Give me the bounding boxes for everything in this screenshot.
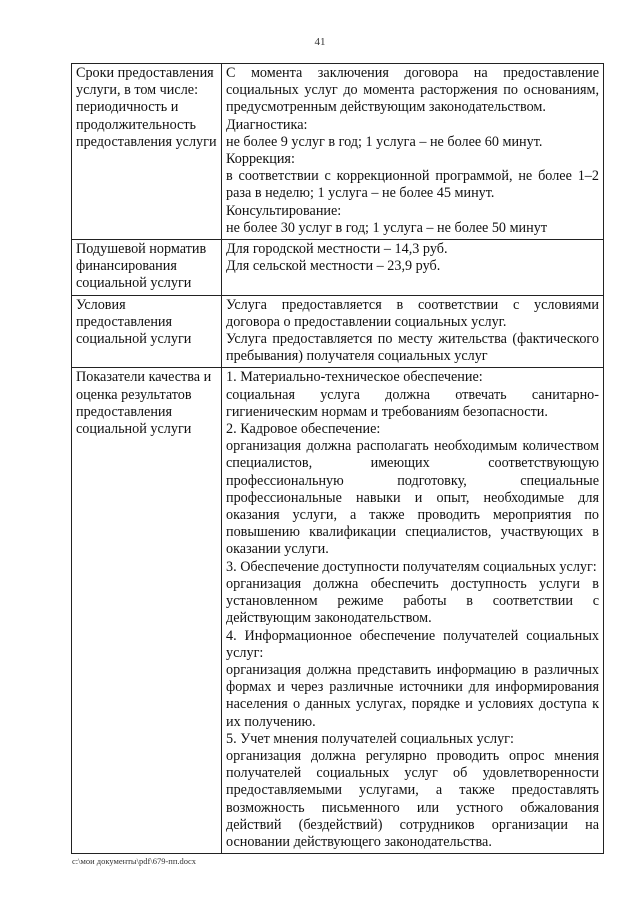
row-label-quality: Показатели качества и оценка результатов предоставления социальной услуги	[72, 368, 222, 854]
content-line: организация должна регулярно проводить опрос мнения получателей социальных услуг об удовлетворенности предоставляемыми услугами, а также предоставлять возможность письменного или устного обжалования действий (бездействий) сотрудников организации на основании действующего законодательства.	[226, 747, 599, 850]
content-line: Услуга предоставляется по месту жительства (фактического пребывания) получателя социальных услуг	[226, 331, 599, 365]
content-line: не более 30 услуг в год; 1 услуга – не более 50 минут	[226, 219, 548, 236]
service-standard-table	[71, 63, 604, 854]
content-line: Услуга предоставляется в соответствии с условиями договора о предоставлении социальных услуг.	[226, 296, 599, 330]
content-line: 1. Материально-техническое обеспечение:	[226, 369, 483, 386]
table-row-conditions	[72, 295, 604, 368]
content-line: 4. Информационное обеспечение получателей социальных услуг:	[226, 627, 599, 661]
content-line: С момента заключения договора на предоставление социальных услуг до момента расторжения по основаниям, предусмотренным действующим законодательством.	[226, 65, 599, 116]
content-line: 2. Кадровое обеспечение:	[226, 421, 381, 438]
row-label-conditions: Условия предоставления социальной услуги	[72, 295, 222, 368]
page-number: 41	[314, 36, 326, 48]
content-line: Для городской местности – 14,3 руб.	[226, 241, 448, 258]
content-line: Для сельской местности – 23,9 руб.	[226, 258, 441, 275]
row-content-conditions	[222, 295, 604, 368]
content-line: 5. Учет мнения получателей социальных услуг:	[226, 730, 514, 747]
row-content-duration	[222, 64, 604, 240]
footer-file-path: c:\мои документы\pdf\679-пп.docx	[72, 856, 197, 866]
content-line: социальная услуга должна отвечать санитарно-гигиеническим нормам и требованиям безопасности.	[226, 386, 599, 420]
content-line: Консультирование:	[226, 202, 342, 219]
content-line: Диагностика:	[226, 116, 308, 133]
content-line: 3. Обеспечение доступности получателям социальных услуг:	[226, 558, 597, 575]
row-label-financing: Подушевой норматив финансирования социальной услуги	[72, 240, 222, 296]
content-line: организация должна представить информацию в различных формах и через различные источники для информирования населения о данных услугах, порядке и условиях доступа к их получению.	[226, 661, 599, 730]
content-line: в соответствии с коррекционной программой, не более 1–2 раза в неделю; 1 услуга – не более 45 минут.	[226, 168, 599, 202]
content-line: Коррекция:	[226, 151, 295, 168]
table-row-quality	[72, 368, 604, 854]
table-row-duration	[72, 64, 604, 240]
row-content-financing	[222, 240, 604, 296]
row-content-quality	[222, 368, 604, 854]
content-line: не более 9 услуг в год; 1 услуга – не более 60 минут.	[226, 133, 543, 150]
row-label-duration: Сроки предоставления услуги, в том числе: периодичность и продолжительность предоставления услуги	[72, 64, 222, 240]
table-row-financing	[72, 240, 604, 296]
content-line: организация должна обеспечить доступность услуги в установленном режиме работы в соответствии с действующим законодательством.	[226, 575, 599, 627]
content-line: организация должна располагать необходимым количеством специалистов, имеющих соответствующую профессиональную подготовку, специальные профессиональные навыки и опыт, необходимые для оказания услуги, а также проводить мероприятия по повышению квалификации специалистов, участвующих в оказании услуги.	[226, 438, 599, 558]
